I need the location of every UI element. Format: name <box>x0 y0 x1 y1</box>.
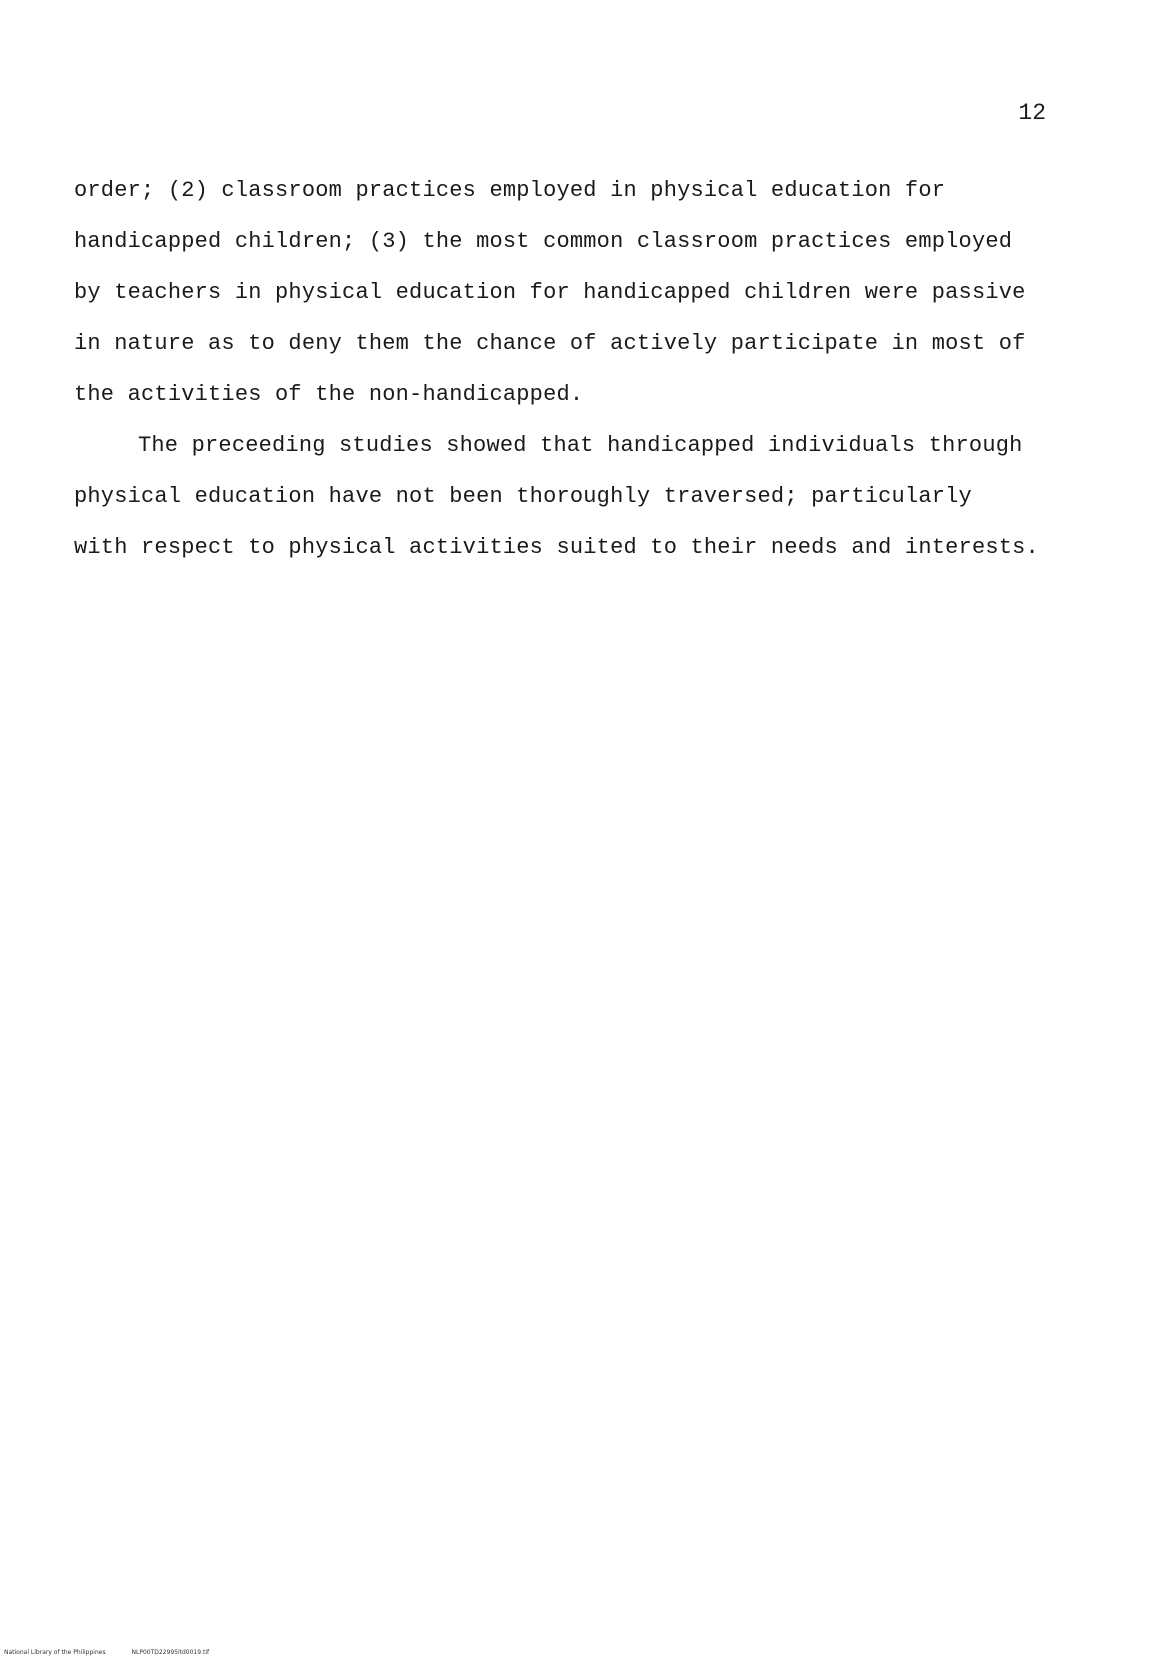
text-line: in nature as to deny them the chance of actively participate in most of <box>74 331 1026 356</box>
text-line: physical education have not been thoroughly traversed; particularly <box>74 484 972 509</box>
text-line: the activities of the non-handicapped. <box>74 382 584 407</box>
page-number: 12 <box>1018 100 1046 126</box>
text-line: by teachers in physical education for handicapped children were passive <box>74 280 1026 305</box>
footer-library: National Library of the Philippines <box>4 1649 106 1656</box>
scan-footer <box>4 1649 233 1656</box>
text-line: handicapped children; (3) the most common classroom practices employed <box>74 229 1013 254</box>
text-line: with respect to physical activities suited to their needs and interests. <box>74 535 1039 560</box>
footer-file: NLP00TD22995itd0019.tif <box>131 1649 210 1656</box>
text-line: The preceeding studies showed that handicapped individuals through <box>138 433 1023 458</box>
text-line: order; (2) classroom practices employed in physical education for <box>74 178 946 203</box>
